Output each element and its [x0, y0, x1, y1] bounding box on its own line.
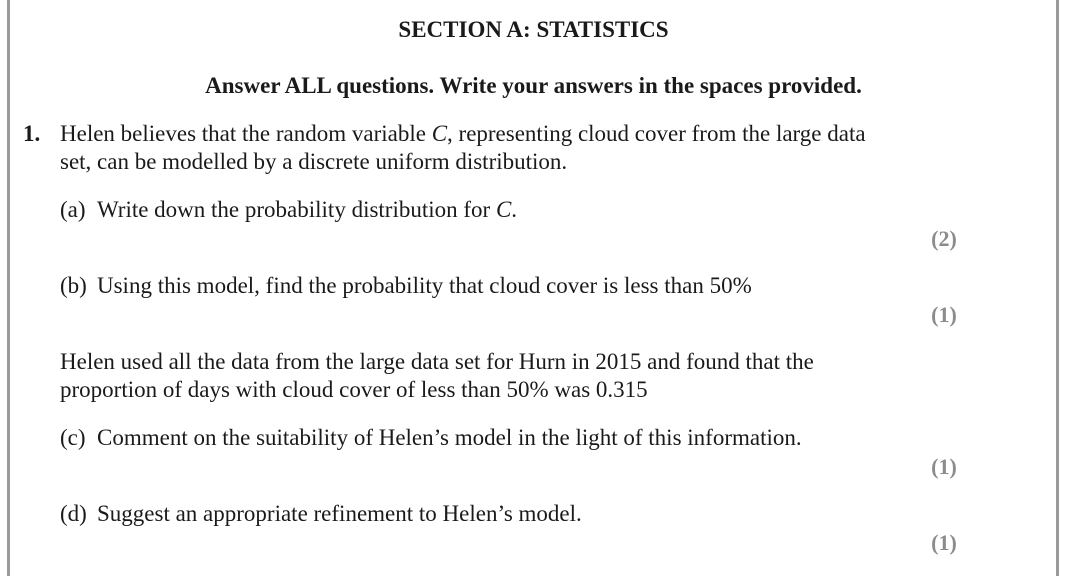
- section-instructions: Answer ALL questions. Write your answers in the spaces provided.: [205, 73, 862, 98]
- marks-part-c: (1): [931, 454, 957, 479]
- part-a: [60, 196, 920, 224]
- stem-text: , representing cloud cover from the large data: [447, 121, 866, 146]
- part-text: Write down the probability distribution for: [97, 197, 496, 222]
- part-text: Using this model, find the probability that cloud cover is less than 50%: [97, 273, 752, 298]
- section-title: SECTION A: STATISTICS: [398, 17, 669, 42]
- question-stem: [60, 120, 940, 176]
- part-text: Suggest an appropriate refinement to Helen’s model.: [97, 501, 582, 526]
- part-b: [60, 272, 920, 300]
- stem-text: set, can be modelled by a discrete uniform distribution.: [60, 149, 568, 174]
- part-variable: C: [495, 197, 512, 222]
- stem-text: Helen believes that the random variable: [60, 121, 432, 146]
- marks-part-b: (1): [931, 302, 957, 327]
- part-text: Comment on the suitability of Helen’s model in the light of this information.: [97, 425, 802, 450]
- part-label: (d): [60, 501, 87, 526]
- part-label: (a): [60, 197, 86, 222]
- marks-part-a: (2): [931, 226, 957, 251]
- context-text: proportion of days with cloud cover of less than 50% was 0.315: [60, 377, 648, 402]
- question-number: 1.: [23, 121, 41, 146]
- stem-variable: C: [431, 121, 448, 146]
- question-context: [60, 348, 940, 404]
- part-d: [60, 500, 920, 528]
- part-text: .: [511, 197, 518, 222]
- marks-part-d: (1): [931, 530, 957, 555]
- part-label: (c): [60, 425, 86, 450]
- context-text: Helen used all the data from the large data set for Hurn in 2015 and found that the: [60, 349, 814, 374]
- part-c: [60, 424, 920, 452]
- part-label: (b): [60, 273, 87, 298]
